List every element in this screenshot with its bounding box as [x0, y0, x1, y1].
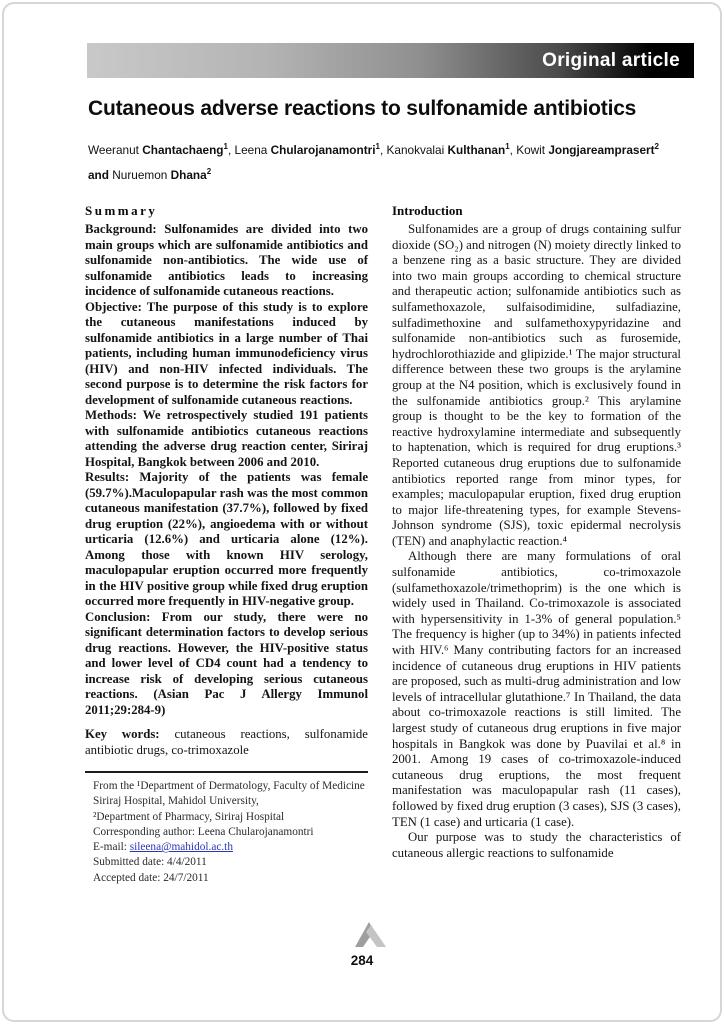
author-name-segment: Chularojanamontri — [270, 143, 376, 157]
footnote — [85, 771, 368, 886]
author-name-segment: , — [379, 143, 387, 157]
author-name-segment: Jongjareamprasert — [548, 143, 655, 157]
author-name-segment: Leena — [234, 143, 271, 157]
summary-paragraph: Results: Majority of the patients was female (59.7%).Maculopapular rash was the most common cutaneous manifestation (37.7%), followed by fixed drug eruption (22%), angioedema with or without urticaria (12.6%) and urticaria alone (12%). Among those with known HIV serology, maculopapular eruption occurred more frequently in the HIV positive group while fixed drug eruption occurred more frequently in HIV-negative group. — [85, 470, 368, 608]
author-name-segment: Weeranut — [88, 143, 143, 157]
author-affiliation-sup: 2 — [654, 142, 659, 152]
email-label: E-mail: — [93, 841, 130, 854]
author-name-segment: , — [227, 143, 235, 157]
summary-paragraphs — [85, 222, 368, 718]
footnote-email-line — [93, 840, 368, 855]
introduction-paragraph: Our purpose was to study the characteristics of cutaneous allergic reactions to sulfonamide — [392, 830, 681, 860]
footnote-line: Submitted date: 4/4/2011 — [93, 856, 207, 869]
author-name-segment: Kowit — [516, 143, 549, 157]
summary-paragraph: Methods: We retrospectively studied 191 patients with sulfonamide antibiotics cutaneous reactions attending the adverse drug reaction center, Siriraj Hospital, Bangkok between 2006 and 2010. — [85, 408, 368, 469]
author-name-segment: Kulthanan — [447, 143, 506, 157]
author-affiliation-sup: 1 — [375, 142, 380, 152]
footnote-lines-after — [93, 855, 368, 886]
article-columns — [85, 203, 681, 886]
authors-line-2 — [88, 163, 702, 188]
summary-paragraph: Objective: The purpose of this study is to explore the cutaneous manifestations induced by sulfonamide antibiotics in a large number of Thai patients, including human immunodeficiency virus (HIV) and non-HIV infected individuals. The second purpose is to determine the risk factors for development of sulfonamide cutaneous reactions. — [85, 299, 368, 407]
summary-column — [85, 203, 368, 886]
banner-label: Original article — [542, 49, 680, 71]
introduction-paragraphs — [392, 222, 681, 861]
original-article-banner — [87, 43, 694, 78]
author-affiliation-sup: 2 — [206, 167, 212, 177]
introduction-paragraph: Sulfonamides are a group of drugs containing sulfur dioxide (SO₂) and nitrogen (N) moiety directly linked to a benzene ring as a basic structure. They are divided into two main groups according to chemical structure and therapeutic action; sulfonamide antibiotics such as sulfamethoxazole, sulfaisodimidine, sulfadiazine, sulfadimethoxine and sulfamethoxypyridazine and sulfonamide non-antibiotics such as furosemide, hydrochlorothiazide and glipizide.¹ The major structural difference between these two groups is the arylamine group at the N4 position, which is exclusively found in the sulfonamide antibiotics group.² This arylamine group is thought to be the key to formation of the reactive hydroxylamine intermediate and subsequently to haptenation, which is required for drug eruptions.³ Reported cutaneous drug eruptions due to sulfonamide antibiotics reported range from minor types, for examples; maculopapular eruption, fixed drug eruption to major life-threatening types, for example Stevens-Johnson syndrome (SJS), toxic epidermal necrolysis (TEN) and anaphylactic reaction.⁴ — [392, 222, 681, 548]
author-name-segment: , — [509, 143, 517, 157]
keywords-label: Key words: — [85, 727, 160, 741]
footnote-line: ²Department of Pharmacy, Siriraj Hospital — [93, 810, 285, 823]
summary-paragraph: Conclusion: From our study, there were no significant determination factors to develop serious drug reactions. However, the HIV-positive status and lower level of CD4 count had a tendency to increase risk of developing serious cutaneous reactions. (Asian Pac J Allergy Immunol 2011;29:284-9) — [85, 609, 368, 717]
authors-line-1 — [88, 138, 702, 163]
summary-paragraph: Background: Sulfonamides are divided into two main groups which are sulfonamide antibiotics and sulfonamide non-antibiotics. The wide use of sulfonamide antibiotics leads to increasing incidence of sulfonamide cutaneous reactions. — [85, 222, 368, 298]
footnote-lines-before — [93, 779, 368, 840]
footnote-line: Accepted date: 24/7/2011 — [93, 871, 209, 884]
introduction-column — [392, 203, 681, 886]
email-link[interactable]: sileena@mahidol.ac.th — [129, 841, 233, 854]
author-affiliation-sup: 1 — [223, 142, 228, 152]
page-title: Cutaneous adverse reactions to sulfonamide antibiotics — [88, 97, 637, 120]
author-name-segment: Nuruemon — [112, 168, 171, 182]
footnote-line: Corresponding author: Leena Chularojanamontri — [93, 825, 314, 838]
author-name-segment: Kanokvalai — [386, 143, 448, 157]
author-name-segment: and — [88, 168, 113, 182]
keywords-text: cutaneous reactions, sulfonamide antibiotic drugs, co-trimoxazole — [85, 727, 368, 757]
author-name-segment: Dhana — [170, 168, 207, 182]
keywords-paragraph — [85, 727, 368, 758]
introduction-heading: Introduction — [392, 203, 463, 218]
introduction-paragraph: Although there are many formulations of oral sulfonamide antibiotics, co-trimoxazole (sulfamethoxazole/trimethoprim) is the one which is widely used in Thailand. Co-trimoxazole is associated with hypersensitivity in 1-3% of general population.⁵ The frequency is higher (up to 34%) in patients infected with HIV.⁶ Many contributing factors for an increased incidence of cutaneous drug eruptions in HIV patients are proposed, such as multi-drug administration and low levels of intracellular glutathione.⁷ In Thailand, the data about co-trimoxazole reactions is still limited. The largest study of cutaneous drug eruptions in five major hospitals in Bangkok was done by Puavilai et al.⁸ in 2001. Among 19 cases of co-trimoxazole-induced cutaneous drug eruptions, the most frequent manifestation was maculopapular rash (11 cases), followed by fixed drug eruption (3 cases), SJS (3 cases), TEN (1 case) and urticaria (1 case). — [392, 549, 681, 829]
page-number: 284 — [350, 953, 374, 968]
authors-block — [88, 138, 702, 188]
author-name-segment: Chantachaeng — [142, 143, 224, 157]
author-affiliation-sup: 1 — [505, 142, 510, 152]
journal-logo-icon — [352, 920, 388, 950]
footnote-line: From the ¹Department of Dermatology, Faculty of Medicine Siriraj Hospital, Mahidol University, — [93, 780, 365, 808]
summary-heading: Summary — [85, 203, 158, 218]
